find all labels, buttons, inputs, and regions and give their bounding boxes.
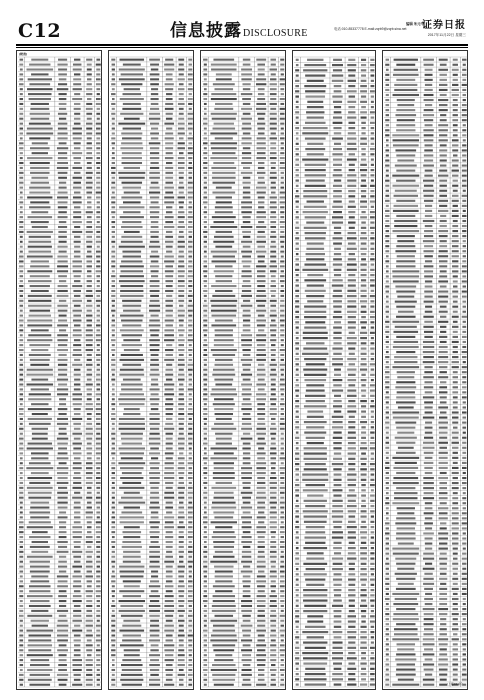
table-column-5 — [382, 50, 468, 690]
table-column-4 — [292, 50, 376, 690]
end-note: (上接C11版) — [446, 682, 463, 686]
column-table-5 — [383, 56, 469, 690]
section-title-en: DISCLOSURE — [243, 28, 308, 39]
section-title-cn: 信息披露 — [170, 21, 242, 41]
header-rule-thin — [16, 47, 468, 48]
page-header — [16, 20, 468, 44]
table-column-3 — [200, 50, 286, 690]
table-note: (续表) — [19, 52, 27, 56]
editors-line: 编辑 朱元甲 — [406, 22, 424, 26]
section-title — [170, 21, 308, 44]
table-column-1 — [16, 50, 102, 690]
column-table-3 — [201, 56, 287, 690]
disclosure-content — [16, 50, 468, 690]
column-table-2 — [109, 56, 195, 690]
header-rule-thick — [16, 44, 468, 46]
issue-date: 2017年11月22日 星期三 — [427, 33, 466, 37]
table-column-2 — [108, 50, 194, 690]
header-meta — [334, 22, 424, 32]
masthead-logo: 证券日报 — [422, 20, 466, 31]
column-table-4 — [293, 56, 377, 690]
contact-line: 电话:010-85337778 E-mail:zqrb9@zqrb.sina.net — [334, 27, 407, 31]
page-number: C12 — [18, 20, 62, 42]
column-table-1 — [17, 56, 103, 690]
